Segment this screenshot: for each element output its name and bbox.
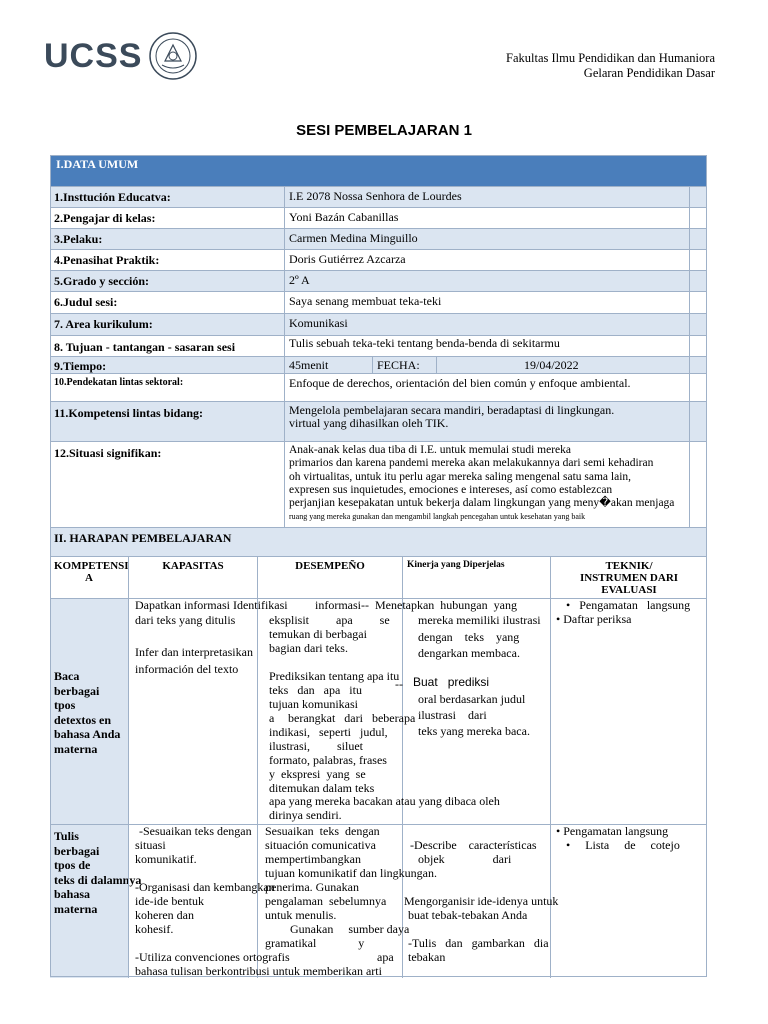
data-row-purpose: 8. Tujuan - tantangan - sasaran sesi Tulis sebuah teka-teki tentang benda-benda di sekitarmu <box>50 335 707 357</box>
col-evaluation: TEKNIK/ <box>605 560 653 572</box>
faculty-header <box>506 51 715 81</box>
data-row-institution: 1.Insttución Educatva: I.E 2078 Nossa Senhora de Lourdes <box>50 186 707 208</box>
col-performance: DESEMPEÑO <box>295 560 365 572</box>
data-row-actor: 3.Pelaku: Carmen Medina Minguillo <box>50 228 707 250</box>
data-row-significant-situation: 12.Situasi signifikan: Anak-anak kelas dua tiba di I.E. untuk memulai studi mereka primarios dan karena pandemi mereka akan melakukannya dari semi kehadiran oh virtualitas, untuk itu perlu agar mereka saling mengenal satu sama lain, expresen sus inquietudes, emociones e intereses, así como establezcan perjanjian kesepakatan untuk bekerja dalam lingkungan yang meny�akan menjaga ruang yang mereka gunakan dan mengambil langkah pencegahan untuk kesehatan yang baik <box>50 441 707 528</box>
competence-row-reading: Baca berbagai tpos detextos en bahasa Anda materna <box>50 598 707 825</box>
competence-row-writing: Tulis berbagai tpos de teks di dalamnya bahasa materna <box>50 824 707 978</box>
program-name: Gelaran Pendidikan Dasar <box>583 66 715 80</box>
data-row-teacher: 2.Pengajar di kelas: Yoni Bazán Cabanillas <box>50 207 707 229</box>
col-capacities: KAPASITAS <box>162 560 224 572</box>
session-date: 19/04/2022 <box>524 358 579 372</box>
ucss-logo <box>44 30 198 82</box>
data-row-transversal-competence: 11.Kompetensi lintas bidang: Mengelola pembelajaran secara mandiri, beradaptasi di lingkungan. virtual yang dihasilkan oleh TIK. <box>50 401 707 442</box>
faculty-name: Fakultas Ilmu Pendidikan dan Humaniora <box>506 51 715 65</box>
data-row-time: 9.Tiempo: 45menit FECHA: 19/04/2022 <box>50 356 707 374</box>
col-competence: KOMPETENSI <box>54 560 129 572</box>
section-data-heading: I.DATA UMUM <box>50 155 707 186</box>
learning-table-header: KOMPETENSI A KAPASITAS DESEMPEÑO Kinerja yang Diperjelas TEKNIK/ INSTRUMEN DARI EVALUASI <box>50 556 707 599</box>
session-duration: 45menit <box>289 358 329 372</box>
data-row-advisor: 4.Penasihat Praktik: Doris Gutiérrez Azcarza <box>50 249 707 271</box>
competence-line-1: Mengelola pembelajaran secara mandiri, beradaptasi di lingkungan. <box>289 403 615 417</box>
date-label: FECHA: <box>377 358 420 372</box>
data-row-grade: 5.Grado y sección: 2º A <box>50 270 707 292</box>
data-row-session-title: 6.Judul sesi: Saya senang membuat teka-teki <box>50 291 707 314</box>
logo-text: UCSS <box>44 36 143 75</box>
document-title: SESI PEMBELAJARAN 1 <box>296 122 472 139</box>
data-row-approach: 10.Pendekatan lintas sektoral: Enfoque de derechos, orientación del bien común y enfoque ambiental. <box>50 373 707 402</box>
competence-line-2: virtual yang dihasilkan oleh TIK. <box>289 416 449 430</box>
university-seal-icon <box>148 31 198 81</box>
session-table: I.DATA UMUM 1.Insttución Educatva: I.E 2078 Nossa Senhora de Lourdes 2.Pengajar di kelas: Yoni Bazán Cabanillas 3.Pelaku: Carmen Medina Minguillo 4.Penasihat Praktik: Doris Gutiérrez Azcarza 5.Grado y sección: 2º A 6.Judul sesi: Saya senang membuat teka-teki 7. Area kurikulum: Komunikasi 8. Tujuan - tantangan - sasaran sesi Tulis sebuah teka-teki tentang benda-benda di sekitarmu 9.Tiempo: 45menit FECHA: 19/04/2022 10.Pendekatan lintas sektoral: Enfoque de derechos, orientación del bien común y enfoque ambiental. 11.Kompetensi lintas bidang: Mengelola pembelajaran secara mandiri, beradaptasi di lingkungan. virtual yang dihasilkan oleh TIK. 12.Situasi signifikan: Anak-anak kelas dua tiba di I.E. untuk memulai studi mereka primarios dan karena pandemi mereka akan melakukannya dari semi kehadiran oh virtualitas, untuk itu perlu agar mereka saling mengenal satu sama lain, expresen sus inquietudes, emociones e intereses, así como establezcan perjanjian kesepakatan untuk bekerja dalam lingkungan yang meny�akan menjaga ruang yang mereka gunakan dan mengambil langkah pencegahan untuk kesehatan yang baik II. HARAPAN PEMBELAJARAN KOMPETENSI A KAPASITAS DESEMPEÑO Kinerja yang Diperjelas TEKNIK/ INSTRUMEN DARI EVALUASI Baca berbagai tpos detextos en bahasa Anda materna Dapatkan informasi Identifikasi dari teks yang ditulis Infer dan interpretasikan información del texto informasi-- eksplisit apa se temukan di berbagai bagian dari teks. Prediksikan tentang apa itu teks dan apa itu tujuan komunikasi a berangkat dari beberapa indikasi, seperti judul, ilustrasi, siluet formato, palabras, frases y ekspresi yang se ditemukan dalam teks apa yang mereka bacakan atau yang dibaca oleh dirinya sendiri. Menetapkan hubungan yang mereka memiliki ilustrasi dengan teks yang dengarkan membaca. -- Buat prediksi oral berdasarkan judul ilustrasi dari teks yang mereka baca. • Pengamatan langsung • Daftar periksa Tulis berbagai tpos de teks di dalamnya bahasa materna -Sesuaikan teks dengan situasi komunikatif. -Organisasi dan kembangkan ide-ide bentuk koheren dan kohesif. -Utiliza convenciones ortografis bahasa tulisan berkontribusi untuk memberikan arti Sesuaikan teks dengan situación comunicativa mempertimbangkan tujuan komunikatif dan lingkungan. penerima. Gunakan pengalaman sebelumnya untuk menulis. Gunakan sumber daya gramatikal y apa -Describe características objek dari Mengorganisir ide-idenya untuk buat tebak-tebakan Anda -Tulis dan gambarkan dia tebakan • Pengamatan langsung • Lista de cotejo <box>50 155 707 977</box>
data-row-curricular-area: 7. Area kurikulum: Komunikasi <box>50 313 707 336</box>
col-clarified-performance: Kinerja yang Diperjelas <box>407 560 505 570</box>
section-learning-heading: II. HARAPAN PEMBELAJARAN <box>50 527 707 557</box>
